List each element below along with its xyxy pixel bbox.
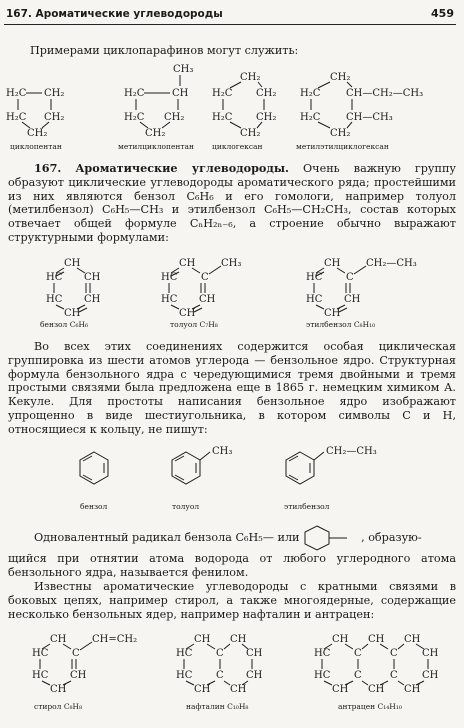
svg-text:CH: CH (179, 308, 196, 319)
simplified-hexagon-formulas (0, 442, 464, 502)
caption-cyclopentane: циклопентан (10, 142, 62, 151)
caption-styrene: стирол C₈H₈ (34, 702, 83, 711)
caption-methylethylcyclohexane: метилэтилциклогексан (296, 142, 389, 151)
svg-text:CH: CH (64, 308, 81, 319)
svg-text:C: C (390, 670, 398, 681)
phenyl-text-after: , образую- (361, 531, 422, 544)
svg-text:CH: CH (422, 670, 439, 681)
section-body: Очень важную группу образуют циклические углеводороды ароматического ряда; простейшими из них являются бензол C₆H₆ и его гомологи, например толуол (метилбензол) C₆H₅—CH₃ и этилбензол C₆H₅—CH₂CH₃, состав которых отвечает общей формуле CₙH₂ₙ₋₆, а строение обычно выражают структурными формулами: (8, 162, 456, 244)
phenyl-text-rest: щийся при отнятии атома водорода от любого углеродного атома бензольного ядра, называется фенилом. (8, 552, 456, 579)
svg-text:CH₂: CH₂ (145, 128, 166, 139)
svg-text:CH: CH (404, 684, 421, 695)
caption-anthracene: антрацен C₁₄H₁₀ (338, 702, 402, 711)
svg-text:CH: CH (179, 258, 196, 269)
svg-text:C: C (346, 272, 354, 283)
svg-text:C: C (354, 670, 362, 681)
intro-text: Примерами циклопарафинов могут служить: (30, 44, 299, 57)
styrene-formula (32, 634, 137, 695)
caption-ethylbenzene: этилбензол C₈H₁₀ (306, 320, 376, 329)
svg-text:HC: HC (306, 294, 323, 305)
svg-text:CH: CH (368, 684, 385, 695)
svg-text:CH₂: CH₂ (256, 112, 277, 123)
caption-cyclohexane: циклогексан (212, 142, 263, 151)
benzene-hexagon (80, 452, 108, 484)
svg-text:CH: CH (50, 634, 67, 645)
svg-text:CH: CH (230, 684, 247, 695)
kekule-paragraph: Во всех этих соединениях содержится особая циклическая группировка из шести атомов углерода — бензольное ядро. Структурная формула бензольного ядра с чередующимися тремя двойными и тремя простыми связями была предложена еще в 1865 г. немецким химиком А. Кекуле. Для простоты написания бензольное ядро изображают упрощенно в виде шестиугольника, в котором символы C и H, относящиеся к кольцу, не пишут: (8, 340, 456, 436)
caption-toluene: толуол C₇H₈ (170, 320, 218, 329)
svg-text:H₂C: H₂C (212, 88, 233, 99)
caption-methylcyclopentane: метилциклопентан (118, 142, 195, 151)
svg-text:C: C (72, 648, 80, 659)
anthracene-formula (314, 634, 439, 695)
svg-text:HC: HC (32, 670, 49, 681)
svg-text:CH: CH (194, 634, 211, 645)
phenyl-text-before: Одновалентный радикал бензола C₆H₅— или (34, 531, 300, 544)
svg-text:H₂C: H₂C (124, 88, 145, 99)
svg-text:CH: CH (194, 684, 211, 695)
section-167-paragraph (8, 162, 456, 245)
toluene-hexagon (172, 452, 210, 484)
svg-text:H₂C: H₂C (212, 112, 233, 123)
caption-naphthalene: нафталин C₁₀H₈ (186, 702, 249, 711)
caption-ethylbenzene-simple: этилбензол (284, 502, 330, 511)
svg-text:CH₃: CH₃ (212, 446, 233, 457)
section-heading: Ароматические углеводороды. (75, 161, 289, 175)
svg-text:CH=CH₂: CH=CH₂ (92, 634, 138, 645)
svg-text:C: C (216, 670, 224, 681)
cyclohexane-formula (212, 72, 276, 139)
polycyclic-paragraph: Известны ароматические углеводороды с кратными связями в боковых цепях, например стирол, а также многоядерные, содержащие несколько бензольных ядер, например нафталин и антрацен: (8, 580, 456, 621)
svg-text:H₂C: H₂C (6, 88, 27, 99)
svg-text:C: C (216, 648, 224, 659)
svg-text:C: C (201, 272, 209, 283)
svg-text:CH₂—CH₃: CH₂—CH₃ (366, 258, 417, 269)
svg-text:HC: HC (176, 670, 193, 681)
svg-text:CH: CH (324, 308, 341, 319)
svg-text:CH: CH (344, 294, 361, 305)
svg-text:CH₂: CH₂ (240, 128, 261, 139)
svg-text:CH: CH (404, 634, 421, 645)
svg-text:CH: CH (332, 684, 349, 695)
svg-text:H₂C: H₂C (6, 112, 27, 123)
svg-text:CH: CH (172, 88, 189, 99)
svg-text:CH—CH₃: CH—CH₃ (346, 112, 393, 123)
svg-text:HC: HC (314, 648, 331, 659)
svg-text:HC: HC (46, 294, 63, 305)
svg-text:CH₂: CH₂ (164, 112, 185, 123)
header-rule (4, 24, 456, 25)
svg-text:CH₂: CH₂ (240, 72, 261, 83)
polycyclic-formulas (0, 630, 464, 710)
svg-text:CH: CH (324, 258, 341, 269)
svg-text:CH: CH (84, 272, 101, 283)
svg-text:H₂C: H₂C (124, 112, 145, 123)
svg-text:CH: CH (64, 258, 81, 269)
svg-text:CH: CH (84, 294, 101, 305)
naphthalene-formula (176, 634, 263, 695)
svg-text:CH: CH (70, 670, 87, 681)
svg-text:HC: HC (161, 272, 178, 283)
svg-text:CH₂: CH₂ (330, 128, 351, 139)
svg-text:CH₂: CH₂ (27, 128, 48, 139)
svg-text:CH: CH (332, 634, 349, 645)
phenyl-paragraph (8, 524, 456, 580)
svg-text:CH₂: CH₂ (44, 88, 65, 99)
svg-text:CH: CH (50, 684, 67, 695)
svg-text:H₂C: H₂C (300, 88, 321, 99)
svg-text:HC: HC (176, 648, 193, 659)
svg-text:CH: CH (230, 634, 247, 645)
methylcyclopentane-formula (124, 64, 193, 139)
svg-text:HC: HC (314, 670, 331, 681)
phenyl-hexagon (303, 524, 361, 552)
page-number: 459 (431, 7, 454, 20)
section-number: 167. (34, 161, 62, 175)
cycloparaffin-formulas (0, 60, 464, 152)
svg-text:C: C (354, 648, 362, 659)
methylethylcyclohexane-formula (300, 72, 423, 139)
running-header-title: 167. Ароматические углеводороды (6, 8, 223, 20)
svg-text:HC: HC (46, 272, 63, 283)
svg-text:CH₃: CH₃ (221, 258, 242, 269)
ethylbenzene-hexagon (286, 452, 324, 484)
caption-benzene: бензол C₆H₆ (40, 320, 88, 329)
svg-text:CH₃: CH₃ (173, 64, 194, 75)
cyclopentane-formula (6, 88, 64, 139)
svg-text:C: C (390, 648, 398, 659)
svg-text:CH—CH₂—CH₃: CH—CH₂—CH₃ (346, 88, 424, 99)
svg-text:CH₂: CH₂ (330, 72, 351, 83)
toluene-kekule (161, 258, 241, 319)
svg-text:CH: CH (422, 648, 439, 659)
svg-text:CH₂—CH₃: CH₂—CH₃ (326, 446, 377, 457)
caption-toluene-simple: толуол (172, 502, 200, 511)
caption-benzene-simple: бензол (80, 502, 108, 511)
svg-text:CH: CH (199, 294, 216, 305)
ethylbenzene-kekule (306, 258, 417, 319)
svg-text:CH₂: CH₂ (44, 112, 65, 123)
svg-text:CH: CH (246, 670, 263, 681)
svg-text:H₂C: H₂C (300, 112, 321, 123)
svg-text:CH: CH (246, 648, 263, 659)
svg-text:HC: HC (306, 272, 323, 283)
svg-text:HC: HC (32, 648, 49, 659)
benzene-kekule (46, 258, 101, 319)
svg-text:CH: CH (368, 634, 385, 645)
svg-text:HC: HC (161, 294, 178, 305)
svg-text:CH₂: CH₂ (256, 88, 277, 99)
